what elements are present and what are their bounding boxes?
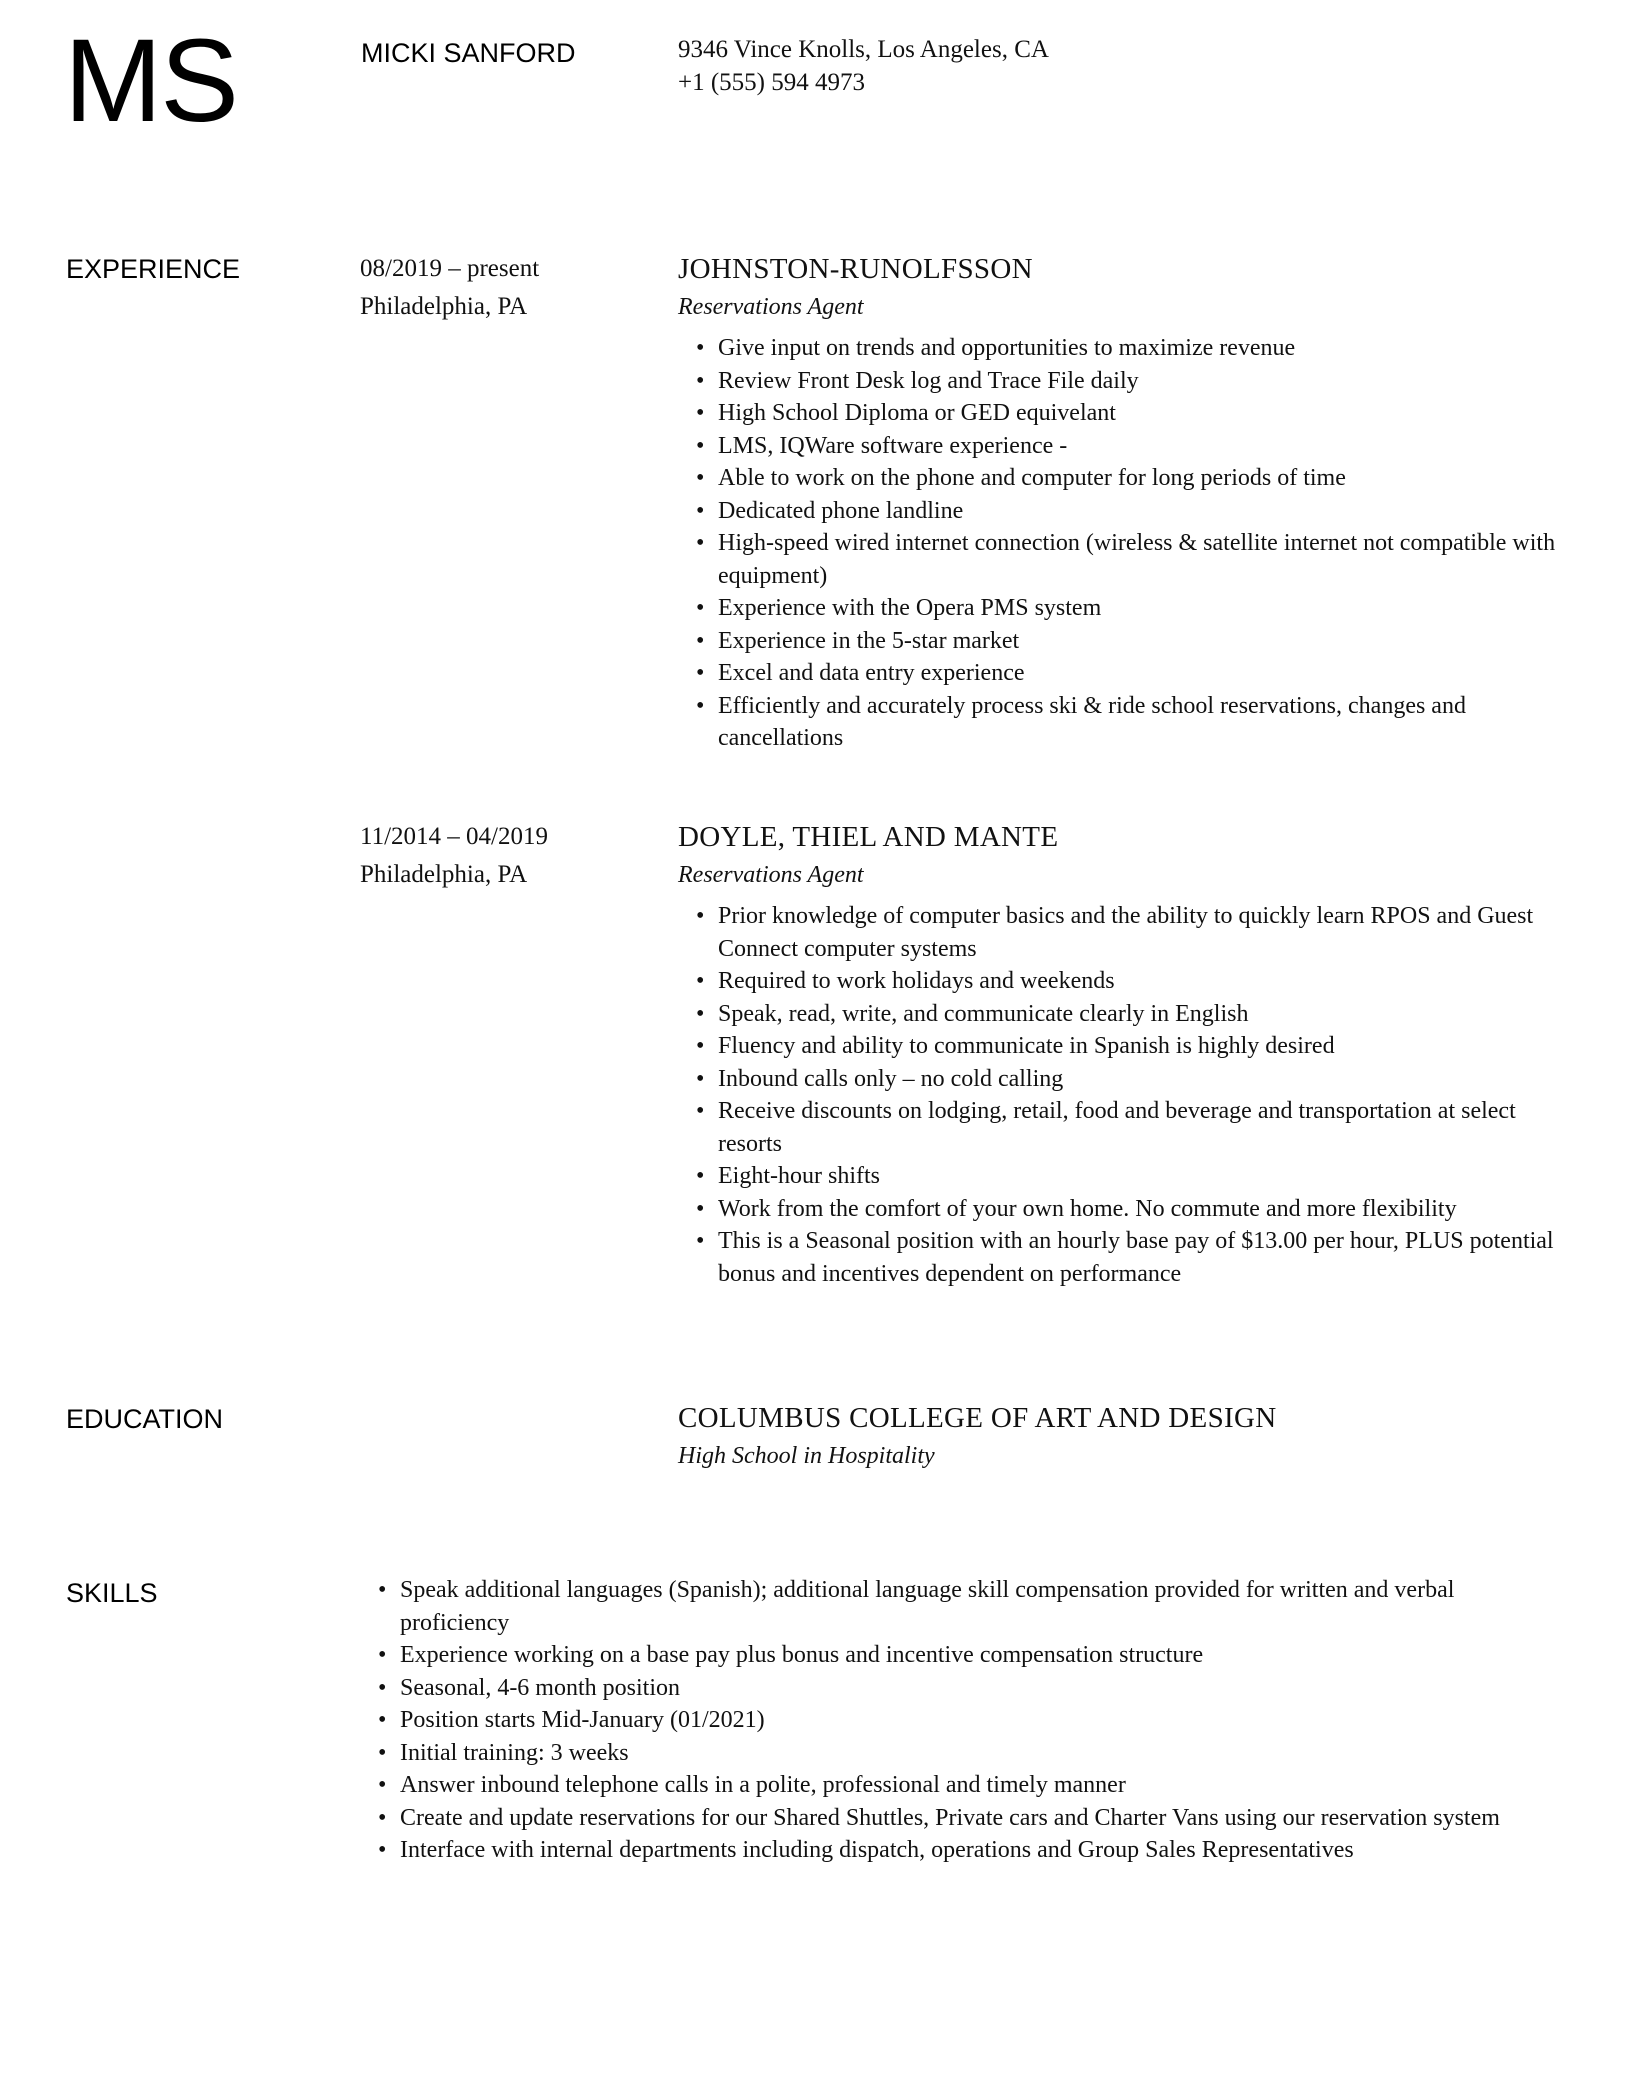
job-bullets xyxy=(678,900,1558,1290)
list-item: • Receive discounts on lodging, retail, food and beverage and transportation at select resorts xyxy=(718,1095,1558,1160)
list-item: • Interface with internal departments including dispatch, operations and Group Sales Representatives xyxy=(400,1834,1560,1867)
job-location: Philadelphia, PA xyxy=(360,861,528,888)
list-item: • Efficiently and accurately process ski & ride school reservations, changes and cancellations xyxy=(718,690,1558,755)
list-item: • Speak additional languages (Spanish); additional language skill compensation provided for written and verbal proficiency xyxy=(400,1574,1560,1639)
list-item: • Fluency and ability to communicate in Spanish is highly desired xyxy=(718,1030,1558,1063)
phone: +1 (555) 594 4973 xyxy=(678,68,865,96)
list-item: • Required to work holidays and weekends xyxy=(718,965,1558,998)
list-item: • Position starts Mid-January (01/2021) xyxy=(400,1704,1560,1737)
section-label-education: EDUCATION xyxy=(66,1404,224,1434)
list-item: • Excel and data entry experience xyxy=(718,657,1558,690)
list-item: • Dedicated phone landline xyxy=(718,495,1558,528)
list-item: • Experience working on a base pay plus bonus and incentive compensation structure xyxy=(400,1639,1560,1672)
company-name: DOYLE, THIEL AND MANTE xyxy=(678,821,1059,853)
candidate-name: MICKI SANFORD xyxy=(361,38,576,68)
list-item: • Create and update reservations for our Shared Shuttles, Private cars and Charter Vans using our reservation system xyxy=(400,1802,1560,1835)
list-item: • Answer inbound telephone calls in a polite, professional and timely manner xyxy=(400,1769,1560,1802)
list-item: • Work from the comfort of your own home. No commute and more flexibility xyxy=(718,1193,1558,1226)
job-meta xyxy=(360,818,548,894)
list-item: • High-speed wired internet connection (wireless & satellite internet not compatible with equipment) xyxy=(718,527,1558,592)
education-entry xyxy=(678,1399,1558,1475)
list-item: • This is a Seasonal position with an hourly base pay of $13.00 per hour, PLUS potential bonus and incentives dependent on performance xyxy=(718,1225,1558,1290)
address: 9346 Vince Knolls, Los Angeles, CA xyxy=(678,36,1049,63)
list-item: • Inbound calls only – no cold calling xyxy=(718,1063,1558,1096)
list-item: • Eight-hour shifts xyxy=(718,1160,1558,1193)
list-item: • Prior knowledge of computer basics and the ability to quickly learn RPOS and Guest Connect computer systems xyxy=(718,900,1558,965)
section-label-skills: SKILLS xyxy=(66,1578,158,1608)
list-item: • Review Front Desk log and Trace File daily xyxy=(718,365,1558,398)
list-item: • Able to work on the phone and computer for long periods of time xyxy=(718,462,1558,495)
job-dates: 11/2014 – 04/2019 xyxy=(360,823,548,850)
skills-list xyxy=(360,1574,1560,1867)
list-item: • Experience in the 5-star market xyxy=(718,625,1558,658)
list-item: • Speak, read, write, and communicate clearly in English xyxy=(718,998,1558,1031)
company-name: JOHNSTON-RUNOLFSSON xyxy=(678,253,1033,285)
contact-block xyxy=(678,34,1049,99)
monogram: MS xyxy=(64,15,237,147)
job-bullets xyxy=(678,332,1558,755)
school-name: COLUMBUS COLLEGE OF ART AND DESIGN xyxy=(678,1402,1277,1434)
job-meta xyxy=(360,250,539,326)
job-title: Reservations Agent xyxy=(678,294,864,320)
list-item: • Seasonal, 4-6 month position xyxy=(400,1672,1560,1705)
skills-bullets xyxy=(360,1574,1560,1867)
list-item: • Give input on trends and opportunities to maximize revenue xyxy=(718,332,1558,365)
job-entry xyxy=(678,250,1558,755)
list-item: • Experience with the Opera PMS system xyxy=(718,592,1558,625)
job-title: Reservations Agent xyxy=(678,862,864,888)
section-label-experience: EXPERIENCE xyxy=(66,254,241,284)
list-item: • Initial training: 3 weeks xyxy=(400,1737,1560,1770)
job-dates: 08/2019 – present xyxy=(360,255,540,282)
job-entry xyxy=(678,818,1558,1290)
job-location: Philadelphia, PA xyxy=(360,293,528,320)
list-item: • High School Diploma or GED equivelant xyxy=(718,397,1558,430)
degree: High School in Hospitality xyxy=(678,1443,935,1469)
list-item: • LMS, IQWare software experience - xyxy=(718,430,1558,463)
